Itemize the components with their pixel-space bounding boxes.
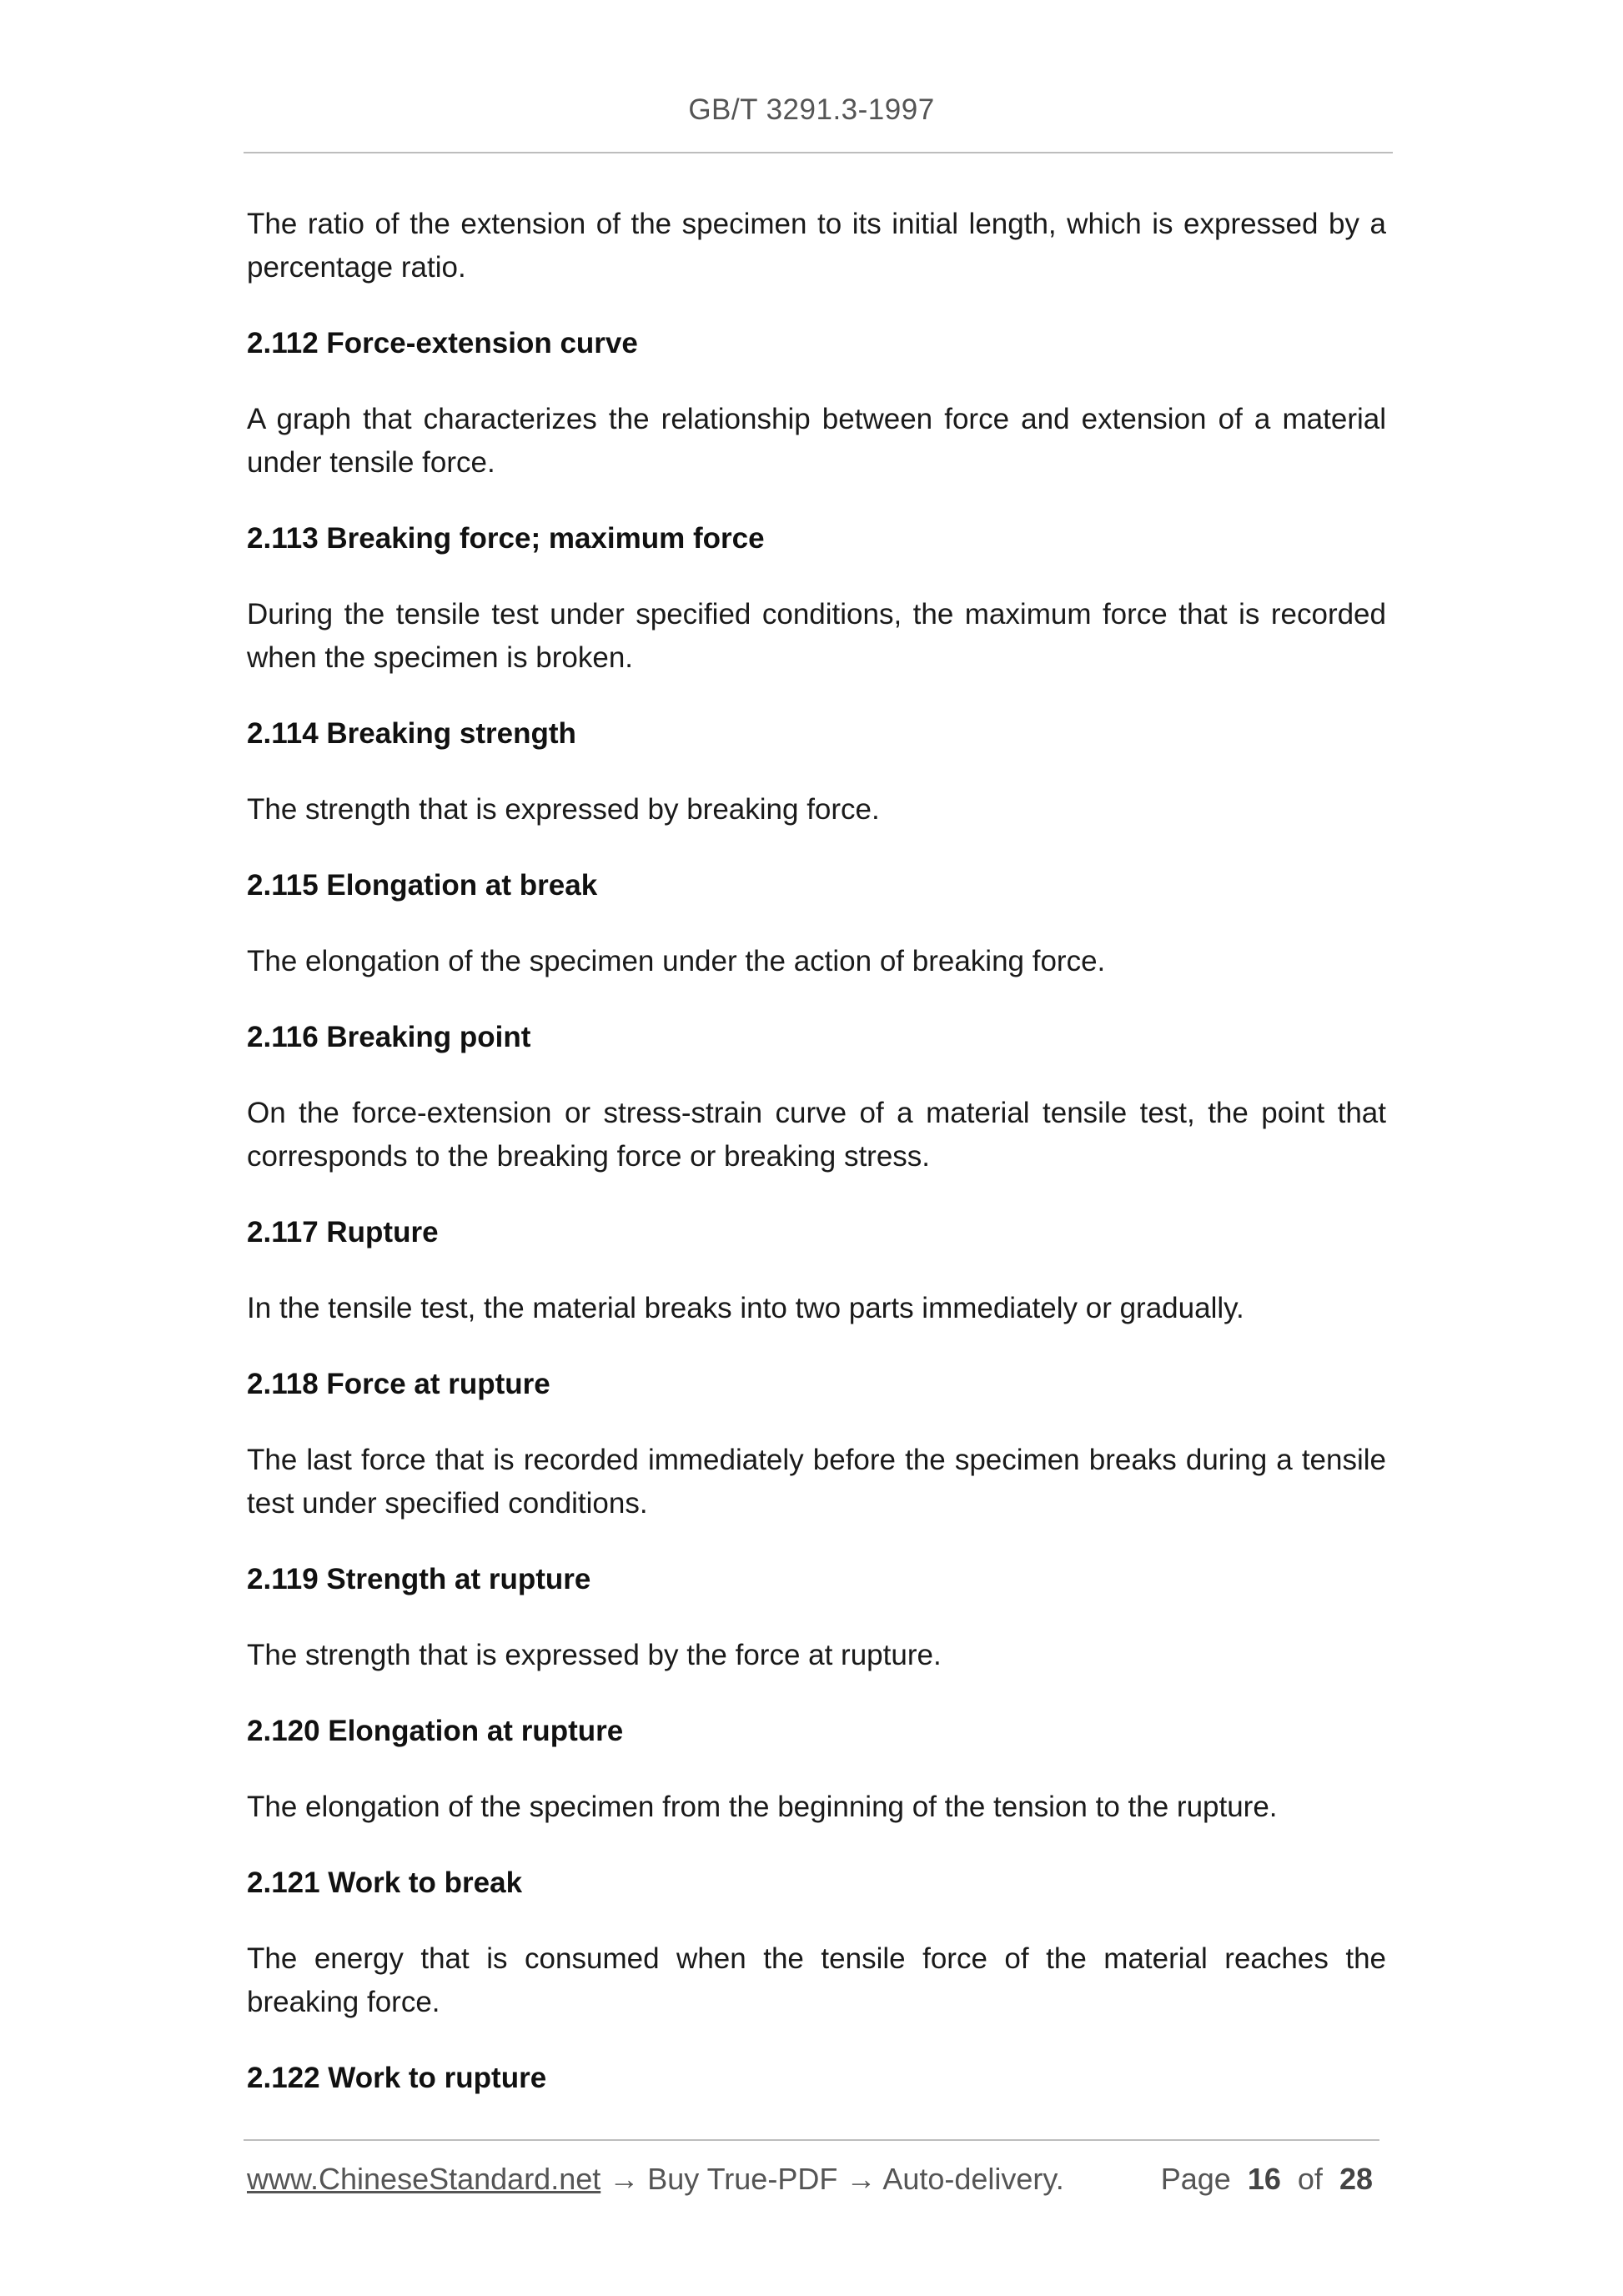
term-definition-2-119: The strength that is expressed by the force at rupture. [247, 1639, 942, 1671]
term-definition-2-117: In the tensile test, the material breaks into two parts immediately or gradually. [247, 1292, 1244, 1324]
current-page-number: 16 [1247, 2162, 1281, 2196]
footer-promo [247, 2160, 1064, 2198]
term-heading-2-119: 2.119 Strength at rupture [247, 1563, 591, 1595]
term-heading-2-121: 2.121 Work to break [247, 1866, 523, 1899]
document-body [247, 203, 1386, 2100]
page-of-label: of [1297, 2162, 1323, 2196]
term-definition-2-115: The elongation of the specimen under the action of breaking force. [247, 945, 1106, 977]
page-indicator [1161, 2160, 1373, 2198]
term-heading-2-114: 2.114 Breaking strength [247, 717, 576, 750]
term-heading-2-112: 2.112 Force-extension curve [247, 327, 638, 359]
header-divider [244, 152, 1393, 153]
term-definition-2-113: During the tensile test under specified conditions, the maximum force that is recorded when the specimen is broken. [247, 598, 1386, 674]
term-heading-2-122: 2.122 Work to rupture [247, 2062, 547, 2094]
term-heading-2-118: 2.118 Force at rupture [247, 1368, 550, 1400]
total-page-count: 28 [1339, 2162, 1373, 2196]
page-label: Page [1160, 2162, 1231, 2196]
document-code: GB/T 3291.3-1997 [688, 93, 935, 126]
website-link[interactable]: www.ChineseStandard.net [247, 2162, 601, 2196]
term-definition-2-120: The elongation of the specimen from the beginning of the tension to the rupture. [247, 1791, 1278, 1823]
footer-tagline: → Buy True-PDF → Auto-delivery. [600, 2162, 1064, 2196]
term-heading-2-115: 2.115 Elongation at break [247, 869, 598, 902]
intro-paragraph: The ratio of the extension of the specimen to its initial length, which is expressed by a percentage ratio. [247, 208, 1386, 284]
term-definition-2-118: The last force that is recorded immediately before the specimen breaks during a tensile test under specified conditions. [247, 1444, 1386, 1520]
term-heading-2-116: 2.116 Breaking point [247, 1021, 531, 1053]
term-heading-2-117: 2.117 Rupture [247, 1216, 439, 1248]
term-definition-2-112: A graph that characterizes the relationship between force and extension of a material under tensile force. [247, 403, 1386, 479]
footer-divider [244, 2139, 1379, 2141]
term-heading-2-113: 2.113 Breaking force; maximum force [247, 522, 765, 555]
term-definition-2-114: The strength that is expressed by breaking force. [247, 793, 880, 826]
term-definition-2-116: On the force-extension or stress-strain curve of a material tensile test, the point that corresponds to the breaking force or breaking stress. [247, 1097, 1386, 1173]
term-definition-2-121: The energy that is consumed when the tensile force of the material reaches the breaking force. [247, 1942, 1386, 2018]
term-heading-2-120: 2.120 Elongation at rupture [247, 1715, 624, 1747]
